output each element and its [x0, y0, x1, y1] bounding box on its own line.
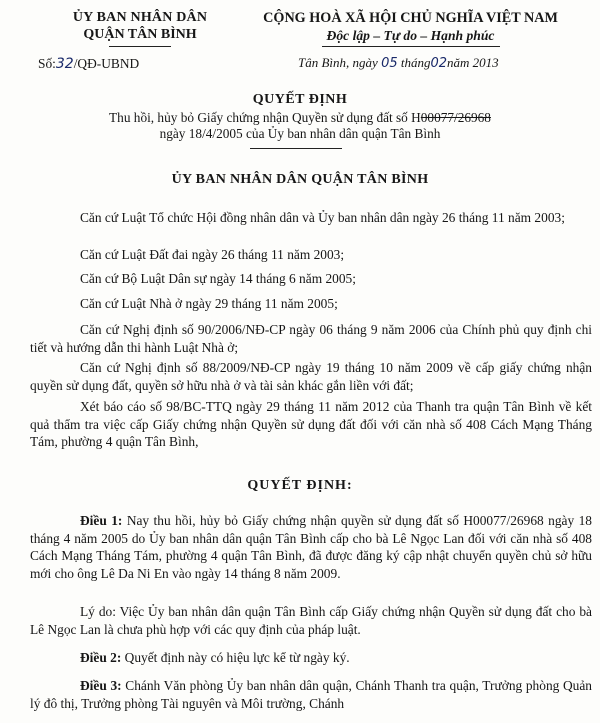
document-number	[38, 56, 139, 72]
article-3-text: Chánh Văn phòng Ủy ban nhân dân quận, Chánh Thanh tra quận, Trưởng phòng Quản lý đô thị, Trưởng phòng Tài nguyên và Môi trường, Chánh	[30, 678, 593, 711]
date-month-label: tháng	[400, 55, 431, 70]
subject-line2: ngày 18/4/2005 của Ủy ban nhân dân quận Tân Bình	[159, 126, 441, 141]
agency-underline	[109, 46, 171, 47]
article-3-head: Điều 3:	[80, 678, 122, 693]
article-1-reason	[30, 603, 592, 638]
legal-basis-3: Căn cứ Bộ Luật Dân sự ngày 14 tháng 6 năm 2005;	[80, 271, 356, 286]
document-title: QUYẾT ĐỊNH	[252, 92, 348, 107]
article-2-text: Quyết định này có hiệu lực kể từ ngày ký.	[124, 650, 350, 665]
date-place: Tân Bình, ngày	[298, 55, 378, 70]
doc-number-suffix: /QĐ-UBND	[73, 56, 140, 71]
legal-basis-1: Căn cứ Luật Tổ chức Hội đồng nhân dân và Ủy ban nhân dân ngày 26 tháng 11 năm 2003;	[80, 210, 565, 225]
country-name: CỘNG HOÀ XÃ HỘI CHỦ NGHĨA VIỆT NAM	[263, 10, 558, 26]
article-3	[30, 677, 592, 712]
agency-name-line2: QUẬN TÂN BÌNH	[83, 27, 197, 42]
article-1-head: Điều 1:	[80, 513, 123, 528]
motto-underline	[322, 46, 500, 47]
subject-cert-number: 00077/26968	[420, 110, 491, 125]
decision-title: QUYẾT ĐỊNH:	[247, 478, 353, 493]
legal-basis-2: Căn cứ Luật Đất đai ngày 26 tháng 11 năm 2003;	[80, 247, 345, 262]
subject-underline	[250, 148, 342, 149]
doc-number-handwritten: 32	[55, 56, 74, 72]
article-1-reason-text: Lý do: Việc Ủy ban nhân dân quận Tân Bình cấp Giấy chứng nhận Quyền sử dụng đất cho bà Lê Ngọc Lan là chưa phù hợp với các quy định của pháp luật.	[30, 604, 592, 637]
document-subject	[60, 110, 540, 142]
legal-basis-6: Căn cứ Nghị định số 88/2009/NĐ-CP ngày 19 tháng 10 năm 2009 về cấp giấy chứng nhận quyền sử dụng đất, quyền sở hữu nhà ở và tài sản khác gắn liền với đất;	[30, 360, 592, 393]
article-1-text: Nay thu hồi, hủy bỏ Giấy chứng nhận quyền sử dụng đất số H00077/26968 ngày 18 tháng 4 năm 2005 do Ủy ban nhân dân quận Tân Bình cấp cho bà Lê Ngọc Lan đối với căn nhà số 408 Cách Mạng Tháng Tám, phường 4 quận Tân Bình, đã được đăng ký cập nhật chuyển quyền chủ sở hữu mới cho ông Lê Da Ni En vào ngày 14 tháng 8 năm 2009.	[30, 513, 592, 581]
date-month: 02	[430, 56, 448, 71]
article-2	[30, 649, 592, 667]
issuing-body: ỦY BAN NHÂN DÂN QUẬN TÂN BÌNH	[171, 172, 429, 187]
issue-date	[298, 55, 499, 71]
legal-basis-5: Căn cứ Nghị định số 90/2006/NĐ-CP ngày 06 tháng 9 năm 2006 của Chính phủ quy định chi tiết và hướng dẫn thi hành Luật Nhà ở;	[30, 322, 592, 355]
subject-line1: Thu hồi, hủy bỏ Giấy chứng nhận Quyền sử dụng đất số H	[109, 110, 421, 125]
article-1	[30, 512, 592, 582]
article-2-head: Điều 2:	[80, 650, 122, 665]
date-year: năm 2013	[447, 55, 499, 70]
date-day: 05	[381, 56, 398, 71]
national-header	[238, 10, 583, 47]
agency-name-line1: ỦY BAN NHÂN DÂN	[72, 10, 208, 25]
legal-basis-4: Căn cứ Luật Nhà ở ngày 29 tháng 11 năm 2005;	[80, 296, 338, 311]
agency-header	[40, 10, 240, 47]
doc-number-prefix: Số:	[38, 56, 56, 71]
national-motto: Độc lập – Tự do – Hạnh phúc	[326, 28, 495, 43]
legal-basis-7: Xét báo cáo số 98/BC-TTQ ngày 29 tháng 11 năm 2012 của Thanh tra quận Tân Bình về kết quả thẩm tra việc cấp Giấy chứng nhận Quyền sử dụng đất đối với căn nhà số 408 Cách Mạng Tháng Tám, phường 4 quận Tân Bình,	[30, 399, 592, 449]
